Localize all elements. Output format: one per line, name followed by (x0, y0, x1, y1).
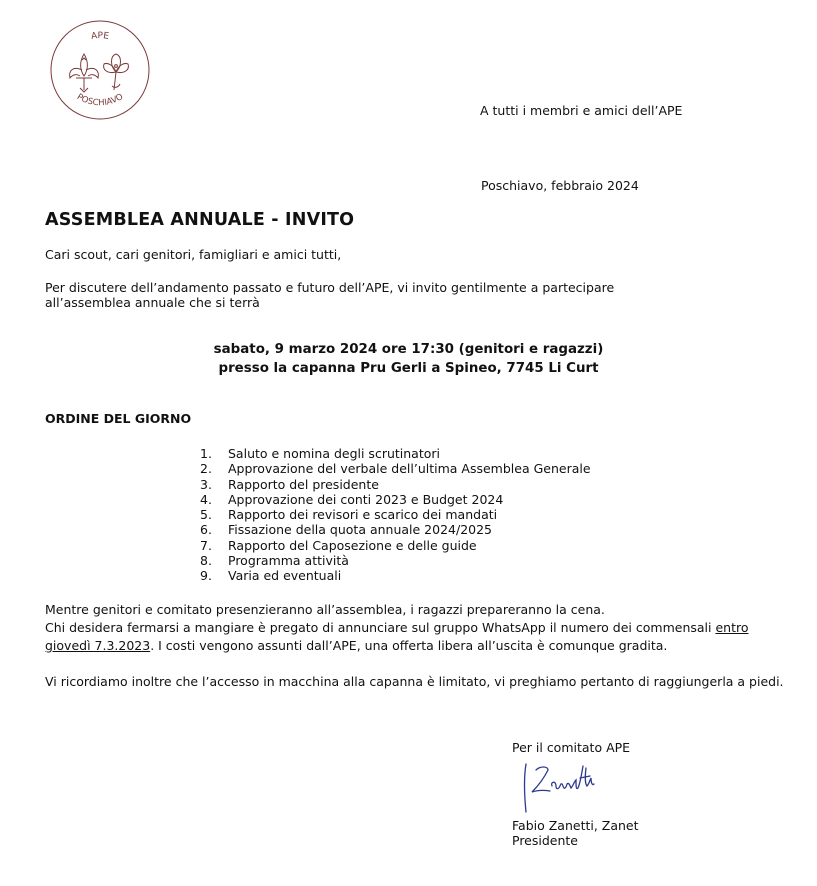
agenda-text: Varia ed eventuali (228, 568, 342, 584)
deadline-underlined: entro giovedì 7.3.2023 (45, 620, 749, 653)
ape-poschiavo-scout-seal-icon (46, 14, 154, 126)
handwritten-signature-icon (514, 756, 614, 814)
agenda-item (200, 568, 591, 583)
agenda-text: Rapporto del Caposezione e delle guide (228, 537, 477, 553)
agenda-text: Programma attività (228, 553, 349, 569)
agenda-item (200, 492, 591, 507)
agenda-number: 5. (200, 507, 212, 523)
agenda-item (200, 446, 591, 461)
agenda-text: Approvazione dei conti 2023 e Budget 2024 (228, 491, 504, 507)
para-2-end: . I costi vengono assunti dall’APE, una offerta libera all’uscita è comunque gradita. (150, 638, 668, 653)
para-1: Mentre genitori e comitato presenzieranno all’assemblea, i ragazzi prepareranno la cena. (45, 602, 605, 617)
agenda-item (200, 538, 591, 553)
agenda-text: Rapporto dei revisori e scarico dei mandati (228, 507, 498, 523)
signer-role: Presidente (512, 833, 578, 848)
agenda-text: Fissazione della quota annuale 2024/2025 (228, 522, 493, 538)
agenda-number: 6. (200, 522, 212, 538)
event-where: presso la capanna Pru Gerli a Spineo, 7745 Li Curt (218, 361, 599, 376)
agenda-list (200, 446, 591, 584)
intro-line-1: Per discutere dell’andamento passato e futuro dell’APE, vi invito gentilmente a partecipare (45, 280, 615, 295)
logo-top-text: APE (90, 31, 110, 42)
greeting: Cari scout, cari genitori, famigliari e amici tutti, (45, 247, 342, 262)
para-2-start: Chi desidera fermarsi a mangiare è pregato di annunciare sul gruppo WhatsApp il numero dei commensali (45, 620, 716, 635)
recipient: A tutti i membri e amici dell’APE (480, 103, 683, 118)
event-when: sabato, 9 marzo 2024 ore 17:30 (genitori e ragazzi) (213, 342, 604, 357)
agenda-number: 3. (200, 476, 212, 492)
agenda-text: Saluto e nomina degli scrutinatori (228, 446, 440, 461)
closing: Per il comitato APE (512, 740, 631, 755)
agenda-item (200, 477, 591, 492)
intro-line-2: all’assemblea annuale che si terrà (45, 295, 260, 310)
agenda-number: 1. (200, 446, 212, 461)
para-2 (45, 619, 780, 655)
ape-logo (46, 14, 154, 126)
agenda-item (200, 507, 591, 522)
dinner-paragraph (45, 601, 780, 655)
agenda-text: Approvazione del verbale dell’ultima Assemblea Generale (228, 461, 591, 477)
agenda-number: 2. (200, 461, 212, 477)
agenda-title: ORDINE DEL GIORNO (45, 411, 192, 426)
place-date: Poschiavo, febbraio 2024 (481, 178, 639, 193)
agenda-item (200, 522, 591, 537)
agenda-number: 7. (200, 537, 212, 553)
svg-text:APE (90, 31, 109, 42)
agenda-number: 4. (200, 491, 212, 507)
agenda-text: Rapporto del presidente (228, 476, 379, 492)
agenda-item (200, 553, 591, 568)
logo-bottom-text: POSCHIAVO (74, 92, 126, 109)
svg-text:POSCHIAVO (75, 92, 125, 108)
agenda-number: 8. (200, 553, 212, 569)
agenda-item (200, 461, 591, 476)
signature (514, 756, 614, 814)
document-title: ASSEMBLEA ANNUALE - INVITO (45, 210, 355, 230)
access-note: Vi ricordiamo inoltre che l’accesso in macchina alla capanna è limitato, vi preghiamo pertanto di raggiungerla a piedi. (45, 674, 784, 689)
agenda-number: 9. (200, 568, 212, 584)
signer-name: Fabio Zanetti, Zanet (512, 818, 639, 833)
